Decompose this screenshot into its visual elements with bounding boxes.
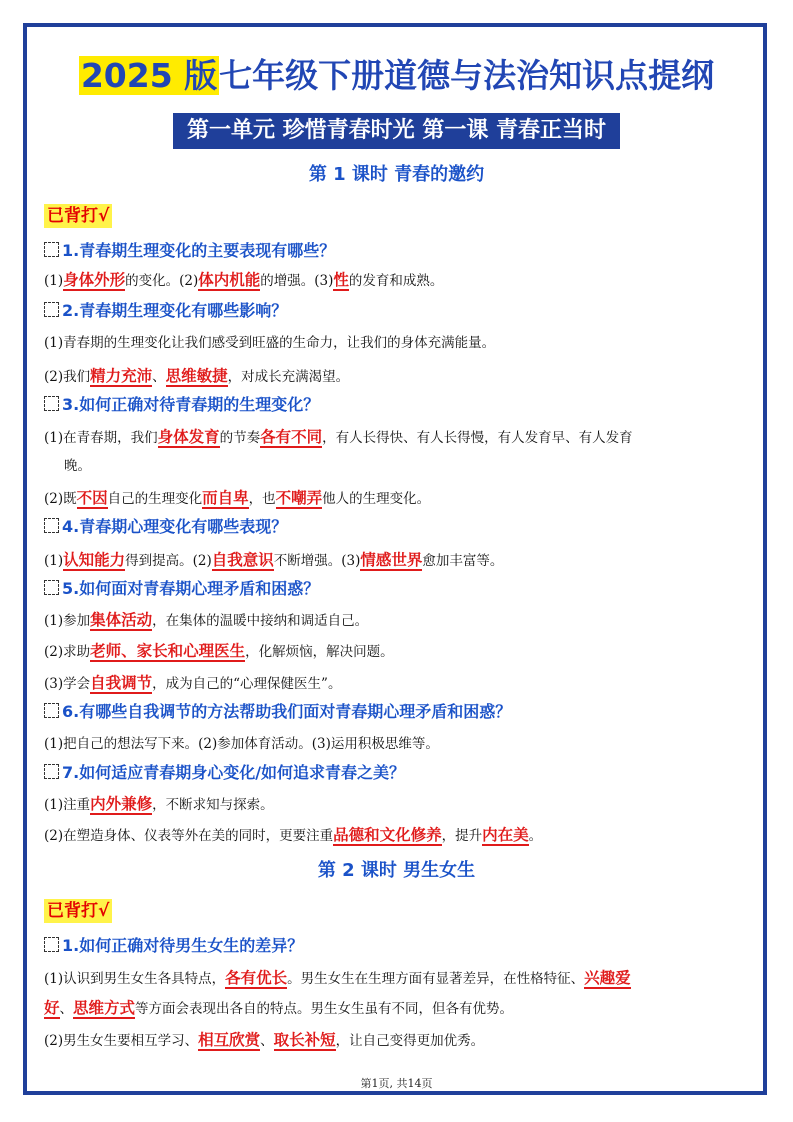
keyword: 自我调节 xyxy=(90,674,153,692)
checkbox-icon[interactable] xyxy=(44,302,59,317)
page-number: 第1页, 共14页 xyxy=(360,1077,433,1090)
answer: (1)认识到男生女生各具特点，各有优长。男生女生在生理方面有显著差异，在性格特征、兴趣爱 xyxy=(44,969,631,987)
title-year: 2025 版 xyxy=(80,56,218,95)
lesson-heading: 第 1 课时 青春的邀约 xyxy=(308,164,485,185)
checkbox-icon[interactable] xyxy=(44,937,59,952)
keyword: 相互欣赏 xyxy=(198,1031,261,1049)
keyword: 思维方式 xyxy=(73,999,136,1017)
keyword: 各有优长 xyxy=(225,969,288,987)
answer: (1)青春期的生理变化让我们感受到旺盛的生命力，让我们的身体充满能量。 xyxy=(44,335,496,351)
answer: (2)男生女生要相互学习、相互欣赏、取长补短，让自己变得更加优秀。 xyxy=(44,1031,485,1049)
keyword: 身体外形 xyxy=(63,271,126,289)
answer: (2)在塑造身体、仪表等外在美的同时，更要注重品德和文化修养，提升内在美。 xyxy=(44,826,543,844)
answer: 好、思维方式等方面会表现出各自的特点。男生女生虽有不同，但各有优势。 xyxy=(44,999,514,1017)
keyword: 不嘲弄 xyxy=(275,489,323,507)
done-label: 已背打√ xyxy=(44,899,112,923)
checkbox-icon[interactable] xyxy=(44,242,59,257)
unit-banner: 第一单元 珍惜青春时光 第一课 青春正当时 xyxy=(173,113,620,149)
title-text: 七年级下册道德与法治知识点提纲 xyxy=(219,56,715,95)
keyword: 精力充沛 xyxy=(90,367,153,385)
answer: (2)既不因自己的生理变化而自卑，也不嘲弄他人的生理变化。 xyxy=(44,489,431,507)
keyword: 取长补短 xyxy=(273,1031,336,1049)
keyword: 性 xyxy=(333,271,349,289)
answer: (1)注重内外兼修，不断求知与探索。 xyxy=(44,795,274,813)
done-label: 已背打√ xyxy=(44,204,112,228)
keyword: 而自卑 xyxy=(202,489,249,507)
lesson-heading: 第 2 课时 男生女生 xyxy=(317,860,476,881)
question: 1.如何正确对待男生女生的差异？ xyxy=(44,935,303,957)
question: 2.青春期生理变化有哪些影响？ xyxy=(44,300,287,322)
answer: (1)身体外形的变化。(2)体内机能的增强。(3)性的发育和成熟。 xyxy=(44,271,444,289)
keyword: 集体活动 xyxy=(90,611,153,629)
keyword: 体内机能 xyxy=(198,271,261,289)
question: 6.有哪些自我调节的方法帮助我们面对青春期心理矛盾和困惑？ xyxy=(44,701,511,723)
keyword: 老师、家长和心理医生 xyxy=(90,642,246,660)
question: 3.如何正确对待青春期的生理变化？ xyxy=(44,394,319,416)
checkbox-icon[interactable] xyxy=(44,396,59,411)
keyword: 思维敏捷 xyxy=(165,367,228,385)
question: 5.如何面对青春期心理矛盾和困惑？ xyxy=(44,578,319,600)
checkbox-icon[interactable] xyxy=(44,764,59,779)
answer: (1)参加集体活动，在集体的温暖中接纳和调适自己。 xyxy=(44,611,369,629)
answer: (2)我们精力充沛、思维敏捷，对成长充满渴望。 xyxy=(44,367,350,385)
question: 7.如何适应青春期身心变化/如何追求青春之美？ xyxy=(44,762,405,784)
answer: (1)在青春期，我们身体发育的节奏各有不同，有人长得快、有人长得慢，有人发育早、有人发育 xyxy=(44,428,633,446)
keyword: 情感世界 xyxy=(360,551,423,569)
checkbox-icon[interactable] xyxy=(44,580,59,595)
answer: (1)把自己的想法写下来。(2)参加体育活动。(3)运用积极思维等。 xyxy=(44,736,439,752)
keyword: 好 xyxy=(44,999,60,1017)
keyword: 品德和文化修养 xyxy=(333,826,442,844)
page-title xyxy=(0,52,793,100)
keyword: 兴趣爱 xyxy=(584,969,631,987)
keyword: 各有不同 xyxy=(260,428,323,446)
keyword: 认知能力 xyxy=(63,551,126,569)
checkbox-icon[interactable] xyxy=(44,703,59,718)
keyword: 自我意识 xyxy=(211,551,274,569)
keyword: 身体发育 xyxy=(157,428,220,446)
answer: (1)认知能力得到提高。(2)自我意识不断增强。(3)情感世界愈加丰富等。 xyxy=(44,551,504,569)
checkbox-icon[interactable] xyxy=(44,518,59,533)
question: 1.青春期生理变化的主要表现有哪些？ xyxy=(44,240,335,262)
answer: (3)学会自我调节，成为自己的“心理保健医生”。 xyxy=(44,674,342,692)
answer: (2)求助老师、家长和心理医生，化解烦恼，解决问题。 xyxy=(44,642,394,660)
answer: 晚。 xyxy=(64,458,91,474)
keyword: 不因 xyxy=(76,489,108,507)
keyword: 内在美 xyxy=(482,826,529,844)
question: 4.青春期心理变化有哪些表现？ xyxy=(44,516,287,538)
keyword: 内外兼修 xyxy=(90,795,153,813)
